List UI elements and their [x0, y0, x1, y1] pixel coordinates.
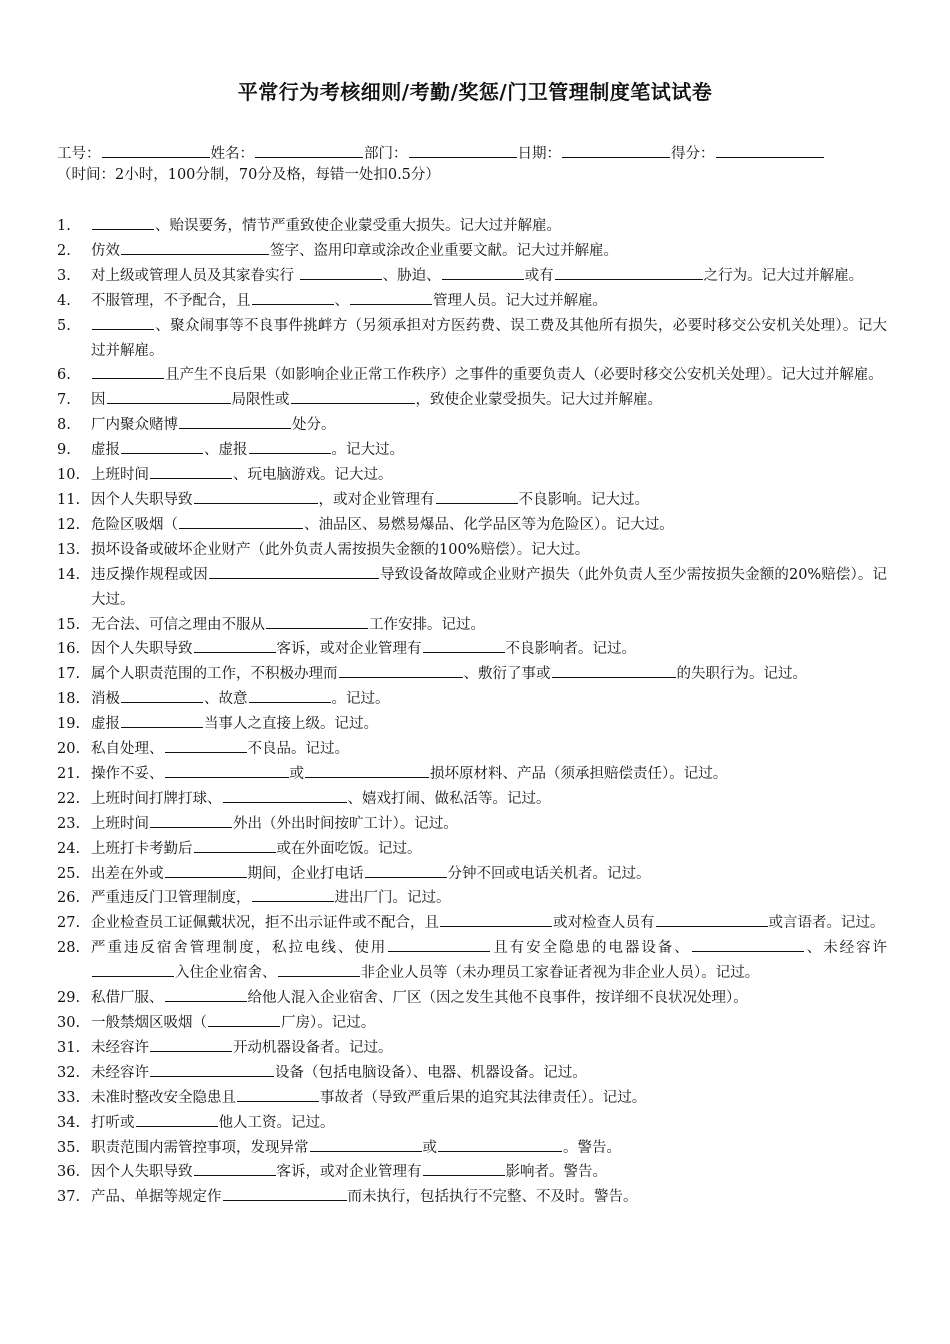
question-item [57, 662, 887, 687]
question-text: 、 [334, 292, 349, 309]
question-number: 4. [57, 292, 71, 309]
question-number: 26. [57, 890, 81, 907]
question-text: 、虚报 [204, 442, 248, 459]
answer-blank[interactable] [121, 688, 203, 703]
question-text: 因个人失职导致 [91, 491, 193, 508]
question-number: 10. [57, 467, 81, 484]
question-text: ，致使企业蒙受损失。记大过并解雇。 [415, 392, 662, 409]
answer-blank[interactable] [552, 663, 676, 678]
answer-blank[interactable] [291, 389, 415, 404]
answer-blank[interactable] [136, 1112, 218, 1127]
question-text: 操作不妥、 [91, 765, 164, 782]
question-number: 15. [57, 616, 81, 633]
question-number: 6. [57, 367, 71, 384]
question-text: 因 [91, 392, 106, 409]
question-number: 25. [57, 865, 81, 882]
question-number: 32. [57, 1064, 81, 1081]
answer-blank[interactable] [252, 290, 334, 305]
question-text: 危险区吸烟（ [91, 516, 178, 533]
question-number: 2. [57, 242, 71, 259]
question-text: 或言语者。记过。 [768, 915, 885, 932]
answer-blank[interactable] [423, 638, 505, 653]
dept-field[interactable] [409, 142, 517, 158]
answer-blank[interactable] [92, 364, 164, 379]
answer-blank[interactable] [300, 265, 382, 280]
question-item [57, 687, 887, 712]
question-text: 消极 [91, 691, 120, 708]
answer-blank[interactable] [423, 1161, 505, 1176]
answer-blank[interactable] [266, 614, 368, 629]
question-number: 3. [57, 267, 71, 284]
employee-no-field[interactable] [102, 142, 210, 158]
question-text: 导致设备故障或企业财产损失（此外负责人至少需按损失金额的20%赔偿）。记大过。 [91, 566, 887, 608]
answer-blank[interactable] [150, 464, 232, 479]
answer-blank[interactable] [107, 389, 231, 404]
answer-blank[interactable] [555, 265, 703, 280]
question-text: 或有 [524, 267, 554, 284]
question-number: 20. [57, 741, 81, 758]
answer-blank[interactable] [194, 638, 276, 653]
question-item [57, 986, 887, 1011]
question-text: 处分。 [292, 417, 336, 434]
question-text: 上班打卡考勤后 [91, 840, 193, 857]
answer-blank[interactable] [179, 414, 291, 429]
question-item [57, 737, 887, 762]
question-item [57, 513, 887, 538]
question-text: 客诉，或对企业管理有 [276, 641, 422, 658]
question-text: 他人工资。记过。 [218, 1114, 335, 1131]
question-item [57, 1061, 887, 1086]
question-text: 不良影响者。记过。 [505, 641, 636, 658]
answer-blank[interactable] [179, 514, 303, 529]
answer-blank[interactable] [150, 1062, 274, 1077]
question-item [57, 812, 887, 837]
question-item [57, 538, 887, 563]
question-text: 、油品区、易燃易爆品、化学品区等为危险区）。记大过。 [304, 516, 674, 533]
answer-blank[interactable] [436, 489, 518, 504]
question-item [57, 1160, 887, 1185]
question-text: 厂内聚众赌博 [91, 417, 178, 434]
answer-blank[interactable] [194, 1161, 276, 1176]
question-text: 上班时间打牌打球、 [91, 790, 222, 807]
score-field[interactable] [716, 142, 824, 158]
answer-blank[interactable] [121, 240, 269, 255]
question-text: 私借厂服、 [91, 990, 164, 1007]
question-text: 严重违反门卫管理制度， [91, 890, 251, 907]
answer-blank[interactable] [165, 987, 247, 1002]
question-text: 违反操作规程或因 [91, 566, 208, 583]
date-label: 日期： [517, 146, 561, 162]
question-text: 厂房）。记过。 [281, 1015, 376, 1031]
question-number: 30. [57, 1015, 81, 1031]
exam-instructions: （时间：2小时，100分制，70分及格，每错一处扣0.5分） [57, 167, 440, 183]
question-text: 或对检查人员有 [553, 915, 655, 932]
question-text: 签字、盗用印章或涂改企业重要文献。记大过并解雇。 [270, 242, 618, 259]
answer-blank[interactable] [438, 1137, 562, 1152]
answer-blank[interactable] [310, 1137, 422, 1152]
question-text: 开动机器设备者。记过。 [233, 1039, 393, 1056]
answer-blank[interactable] [150, 813, 232, 828]
question-text: 外出（外出时间按旷工计）。记过。 [233, 815, 458, 832]
question-text: 损坏设备或破坏企业财产（此外负责人需按损失金额的100%赔偿）。记大过。 [91, 541, 590, 558]
question-item [57, 289, 887, 314]
exam-header-fields [57, 142, 907, 164]
question-text: 不良品。记过。 [247, 741, 349, 758]
question-text: 因个人失职导致 [91, 1164, 193, 1181]
question-item [57, 413, 887, 438]
question-list [57, 214, 887, 1210]
answer-blank[interactable] [440, 912, 552, 927]
question-text: 对上级或管理人员及其家眷实行 [91, 267, 299, 284]
question-text: 且产生不良后果（如影响企业正常工作秩序）之事件的重要负责人（必要时移交公安机关处理）。记大过并解雇。 [165, 367, 883, 384]
question-text: 企业检查员工证佩戴状况，拒不出示证件或不配合，且 [91, 915, 439, 932]
question-item [57, 787, 887, 812]
question-item [57, 388, 887, 413]
answer-blank[interactable] [223, 1186, 347, 1201]
answer-blank[interactable] [194, 838, 276, 853]
question-number: 23. [57, 815, 81, 832]
question-item [57, 239, 887, 264]
question-item [57, 1086, 887, 1111]
answer-blank[interactable] [209, 564, 379, 579]
question-text: 。警告。 [563, 1139, 621, 1156]
question-text: 职责范围内需管控事项，发现异常 [91, 1139, 309, 1156]
answer-blank[interactable] [249, 688, 331, 703]
question-text: 非企业人员等（未办理员工家眷证者视为非企业人员）。记过。 [360, 965, 760, 982]
question-text: 不服管理，不予配合，且 [91, 292, 251, 309]
question-text: 仿效 [91, 242, 120, 259]
question-item [57, 438, 887, 463]
question-text: 当事人之直接上级。记过。 [204, 716, 378, 733]
answer-blank[interactable] [252, 887, 334, 902]
answer-blank[interactable] [692, 937, 804, 952]
question-item [57, 712, 887, 737]
question-item [57, 264, 887, 289]
name-label: 姓名： [210, 146, 254, 162]
question-text: ，或对企业管理有 [318, 491, 435, 508]
question-text: 入住企业宿舍、 [175, 965, 277, 982]
question-item [57, 463, 887, 488]
question-text: 虚报 [91, 716, 120, 733]
question-number: 18. [57, 691, 81, 708]
question-text: 、嬉戏打闹、做私活等。记过。 [347, 790, 551, 807]
question-number: 27. [57, 915, 81, 932]
question-item [57, 1111, 887, 1136]
question-text: 未准时整改安全隐患且 [91, 1089, 236, 1106]
question-number: 35. [57, 1139, 81, 1156]
answer-blank[interactable] [92, 215, 154, 230]
answer-blank[interactable] [350, 290, 432, 305]
question-item [57, 1185, 887, 1210]
question-item [57, 1036, 887, 1061]
question-item [57, 314, 887, 364]
answer-blank[interactable] [365, 863, 447, 878]
answer-blank[interactable] [121, 713, 203, 728]
question-number: 11. [57, 491, 81, 508]
question-number: 9. [57, 442, 71, 459]
answer-blank[interactable] [92, 962, 174, 977]
question-text: 之行为。记大过并解雇。 [703, 267, 864, 284]
answer-blank[interactable] [92, 315, 154, 330]
question-text: 、贻误要务，情节严重致使企业蒙受重大损失。记大过并解雇。 [155, 218, 561, 234]
question-number: 16. [57, 641, 81, 658]
answer-blank[interactable] [165, 763, 289, 778]
question-number: 28. [57, 940, 81, 957]
answer-blank[interactable] [208, 1012, 280, 1027]
page-title: 平常行为考核细则/考勤/奖惩/门卫管理制度笔试试卷 [237, 80, 713, 104]
question-number: 13. [57, 541, 81, 558]
date-field[interactable] [562, 142, 670, 158]
question-text: 未经容许 [91, 1064, 149, 1081]
question-text: 进出厂门。记过。 [334, 890, 451, 907]
question-number: 24. [57, 840, 81, 857]
question-text: 、故意 [204, 691, 248, 708]
question-text: 管理人员。记大过并解雇。 [433, 292, 607, 309]
answer-blank[interactable] [305, 763, 429, 778]
question-text: 客诉，或对企业管理有 [276, 1164, 422, 1181]
question-text: 设备（包括电脑设备）、电器、机器设备。记过。 [275, 1064, 587, 1081]
question-item [57, 637, 887, 662]
question-item [57, 762, 887, 787]
answer-blank[interactable] [194, 489, 318, 504]
question-number: 8. [57, 417, 71, 434]
question-number: 12. [57, 516, 81, 533]
question-text: 、敷衍了事或 [463, 666, 551, 683]
question-text: 工作安排。记过。 [369, 616, 485, 633]
question-number: 34. [57, 1114, 81, 1131]
question-number: 31. [57, 1039, 81, 1056]
question-number: 5. [57, 317, 71, 334]
answer-blank[interactable] [656, 912, 768, 927]
question-item [57, 363, 887, 388]
question-text: 上班时间 [91, 467, 149, 484]
question-item [57, 936, 887, 986]
answer-blank[interactable] [223, 788, 347, 803]
question-item [57, 862, 887, 887]
question-text: 且有安全隐患的电器设备、 [491, 940, 691, 957]
question-item [57, 886, 887, 911]
question-text: 。记过。 [331, 691, 390, 708]
question-text: 分钟不回或电话关机者。记过。 [447, 865, 651, 882]
question-number: 19. [57, 716, 81, 733]
question-number: 37. [57, 1189, 81, 1206]
question-text: 或 [289, 765, 304, 782]
answer-blank[interactable] [165, 863, 247, 878]
question-text: 、聚众闹事等不良事件挑衅方（另须承担对方医药费、误工费及其他所有损失，必要时移交公安机关处理）。记大过并解雇。 [91, 317, 887, 359]
question-number: 36. [57, 1164, 81, 1181]
question-text: 私自处理、 [91, 741, 164, 758]
question-text: 或在外面吃饭。记过。 [276, 840, 422, 857]
answer-blank[interactable] [442, 265, 524, 280]
question-text: 无合法、可信之理由不服从 [91, 616, 265, 633]
answer-blank[interactable] [388, 937, 490, 952]
question-number: 21. [57, 765, 81, 782]
question-text: 、胁迫、 [382, 267, 441, 284]
answer-blank[interactable] [278, 962, 360, 977]
question-number: 14. [57, 566, 81, 583]
question-text: 局限性或 [231, 392, 290, 409]
question-text: 、未经容许 [804, 940, 888, 957]
question-text: 虚报 [91, 442, 120, 459]
question-text: 未经容许 [91, 1039, 149, 1056]
question-text: 产品、单据等规定作 [91, 1189, 222, 1206]
question-text: 期间，企业打电话 [247, 865, 364, 882]
question-item [57, 563, 887, 613]
question-text: 严重违反宿舍管理制度，私拉电线、使用 [91, 940, 388, 957]
answer-blank[interactable] [249, 439, 331, 454]
question-text: 事故者（导致严重后果的追究其法律责任）。记过。 [320, 1089, 647, 1106]
question-number: 7. [57, 392, 71, 409]
question-text: 因个人失职导致 [91, 641, 193, 658]
dept-label: 部门： [364, 146, 408, 162]
question-item [57, 1011, 887, 1036]
question-number: 17. [57, 666, 81, 683]
question-item [57, 488, 887, 513]
question-number: 1. [57, 218, 71, 234]
question-item [57, 1136, 887, 1161]
name-field[interactable] [255, 142, 363, 158]
score-label: 得分： [671, 146, 715, 162]
question-item [57, 613, 887, 638]
question-text: 出差在外或 [91, 865, 164, 882]
answer-blank[interactable] [339, 663, 463, 678]
question-number: 22. [57, 790, 81, 807]
question-text: 损坏原材料、产品（须承担赔偿责任）。记过。 [430, 765, 728, 782]
question-text: 而未执行，包括执行不完整、不及时。警告。 [347, 1189, 638, 1206]
answer-blank[interactable] [150, 1037, 232, 1052]
question-number: 29. [57, 990, 81, 1007]
question-item [57, 214, 887, 239]
question-text: 给他人混入企业宿舍、厂区（因之发生其他不良事件，按详细不良状况处理）。 [247, 990, 748, 1007]
question-item [57, 837, 887, 862]
question-text: 的失职行为。记过。 [676, 666, 807, 683]
answer-blank[interactable] [237, 1087, 319, 1102]
employee-no-label: 工号： [57, 146, 101, 162]
answer-blank[interactable] [165, 738, 247, 753]
question-text: 打听或 [91, 1114, 135, 1131]
question-text: 或 [422, 1139, 437, 1156]
question-text: 、玩电脑游戏。记大过。 [233, 467, 393, 484]
question-text: 上班时间 [91, 815, 149, 832]
question-text: 。记大过。 [331, 442, 404, 459]
question-text: 不良影响。记大过。 [518, 491, 649, 508]
question-text: 属个人职责范围的工作，不积极办理而 [91, 666, 338, 683]
question-item [57, 911, 887, 936]
question-text: 一般禁烟区吸烟（ [91, 1015, 207, 1031]
answer-blank[interactable] [121, 439, 203, 454]
question-number: 33. [57, 1089, 81, 1106]
question-text: 影响者。警告。 [505, 1164, 607, 1181]
